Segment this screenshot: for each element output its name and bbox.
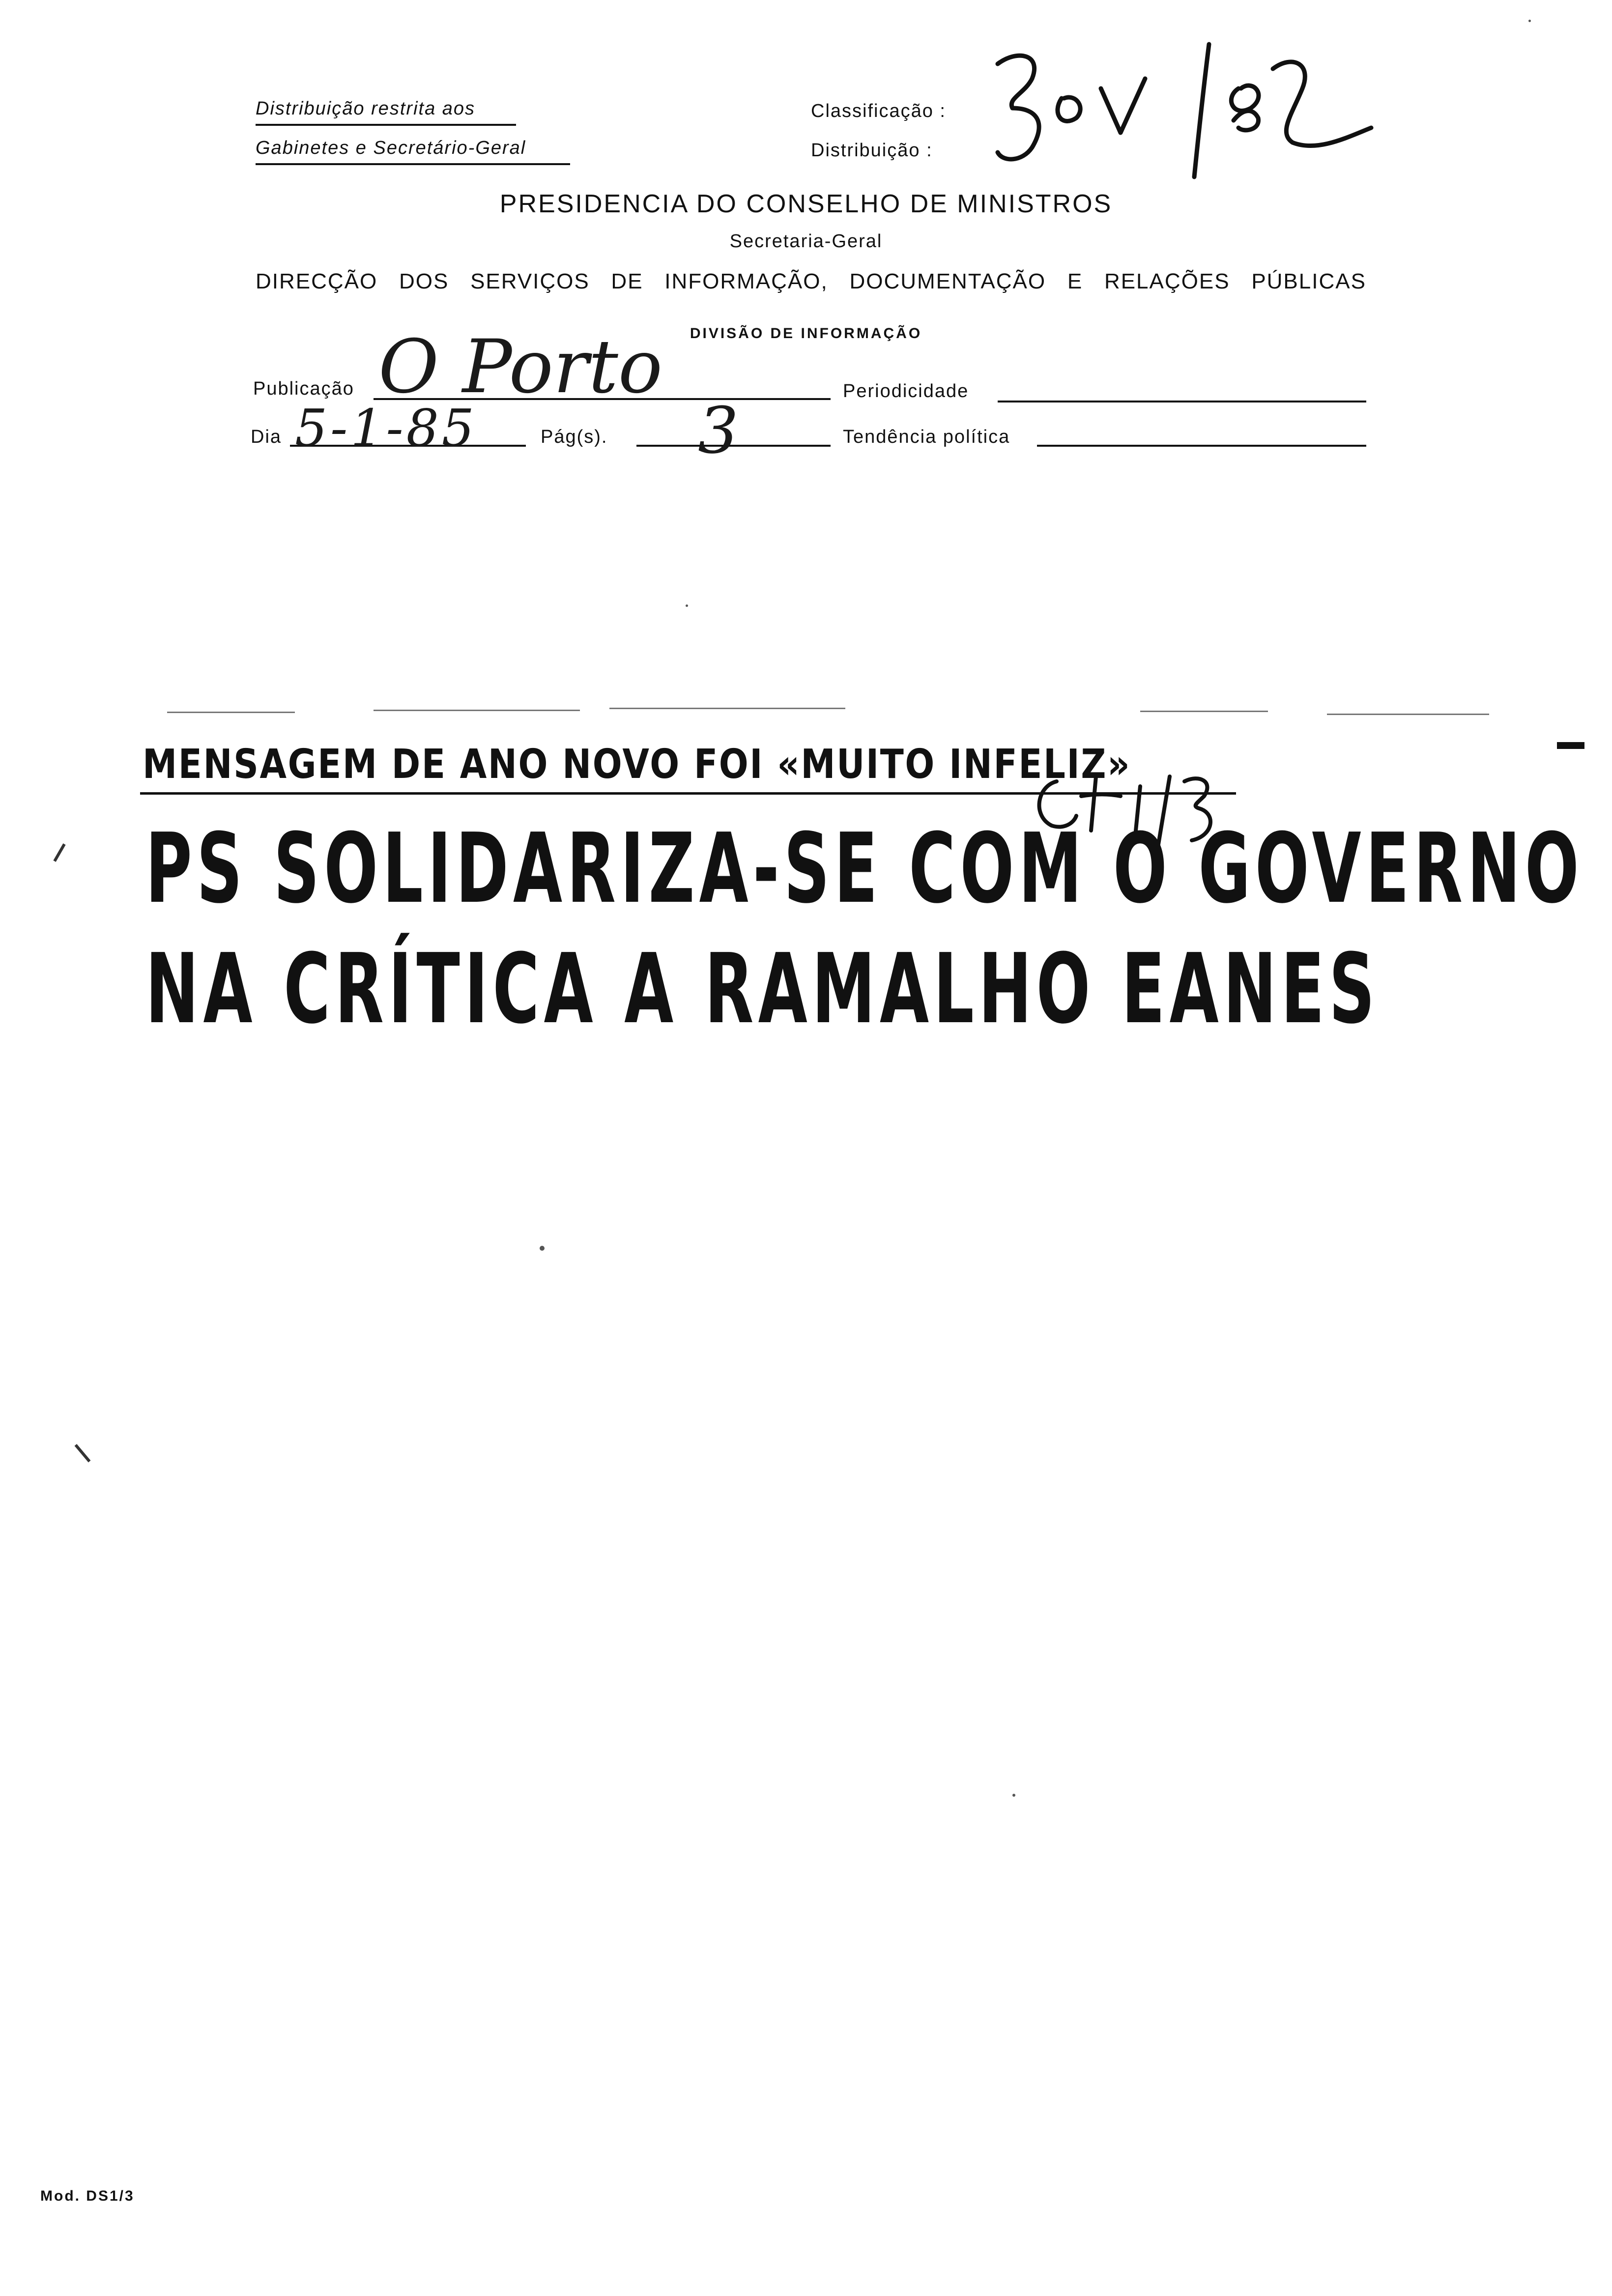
directorate-line (256, 269, 1366, 294)
secretariat-subtitle: Secretaria-Geral (729, 231, 883, 252)
directorate-word: DOCUMENTAÇÃO (849, 269, 1046, 293)
political-tendency-label: Tendência política (843, 427, 1010, 447)
scan-stroke (53, 843, 65, 862)
periodicity-rule (998, 401, 1366, 402)
distribution-label: Distribuição : (811, 140, 933, 161)
directorate-word: PÚBLICAS (1251, 269, 1366, 293)
publication-value: O Porto (378, 324, 663, 410)
scan-speck (1528, 20, 1531, 22)
clipping-edge-mark (1557, 742, 1584, 749)
classification-label: Classificação : (811, 101, 946, 121)
directorate-word: DIRECÇÃO (256, 269, 378, 293)
directorate-word: SERVIÇOS (470, 269, 590, 293)
directorate-word: DE (611, 269, 643, 293)
directorate-word: RELAÇÕES (1104, 269, 1230, 293)
scan-stroke (75, 1444, 91, 1463)
restriction-line-2: Gabinetes e Secretário-Geral (256, 138, 526, 158)
periodicity-label: Periodicidade (843, 381, 969, 402)
clipping-edge-dash (374, 710, 580, 711)
institution-title: PRESIDENCIA DO CONSELHO DE MINISTROS (499, 190, 1113, 218)
restriction-underline-1 (256, 124, 516, 126)
form-code: Mod. DS1/3 (40, 2188, 135, 2204)
scan-speck (686, 604, 688, 607)
directorate-word: INFORMAÇÃO, (664, 269, 828, 293)
political-tendency-rule (1037, 445, 1366, 447)
clipping-headline-line-2: NA CRÍTICA A RAMALHO EANES (145, 933, 1380, 1045)
clipping-kicker: MENSAGEM DE ANO NOVO FOI «MUITO INFELIZ» (143, 741, 1131, 788)
handwritten-annotation-mark (1022, 767, 1278, 865)
scan-speck (540, 1246, 545, 1251)
scan-speck (1012, 1794, 1015, 1797)
clipping-edge-dash (167, 712, 295, 713)
publication-label: Publicação (253, 378, 354, 399)
pages-label: Pág(s). (541, 427, 608, 447)
clipping-headline-line-1: PS SOLIDARIZA-SE COM O GOVERNO (145, 813, 1583, 925)
division-label: DIVISÃO DE INFORMAÇÃO (690, 325, 922, 342)
handwritten-reference-signature (978, 34, 1381, 182)
clipping-edge-dash (609, 708, 845, 709)
clipping-edge-dash (1140, 711, 1268, 712)
directorate-word: E (1067, 269, 1083, 293)
clipping-edge-dash (1327, 714, 1489, 715)
day-label: Dia (251, 427, 282, 447)
restriction-line-1: Distribuição restrita aos (256, 98, 476, 119)
restriction-underline-2 (256, 163, 570, 165)
day-value: 5-1-85 (295, 398, 477, 458)
pages-value: 3 (698, 393, 739, 468)
directorate-word: DOS (399, 269, 449, 293)
